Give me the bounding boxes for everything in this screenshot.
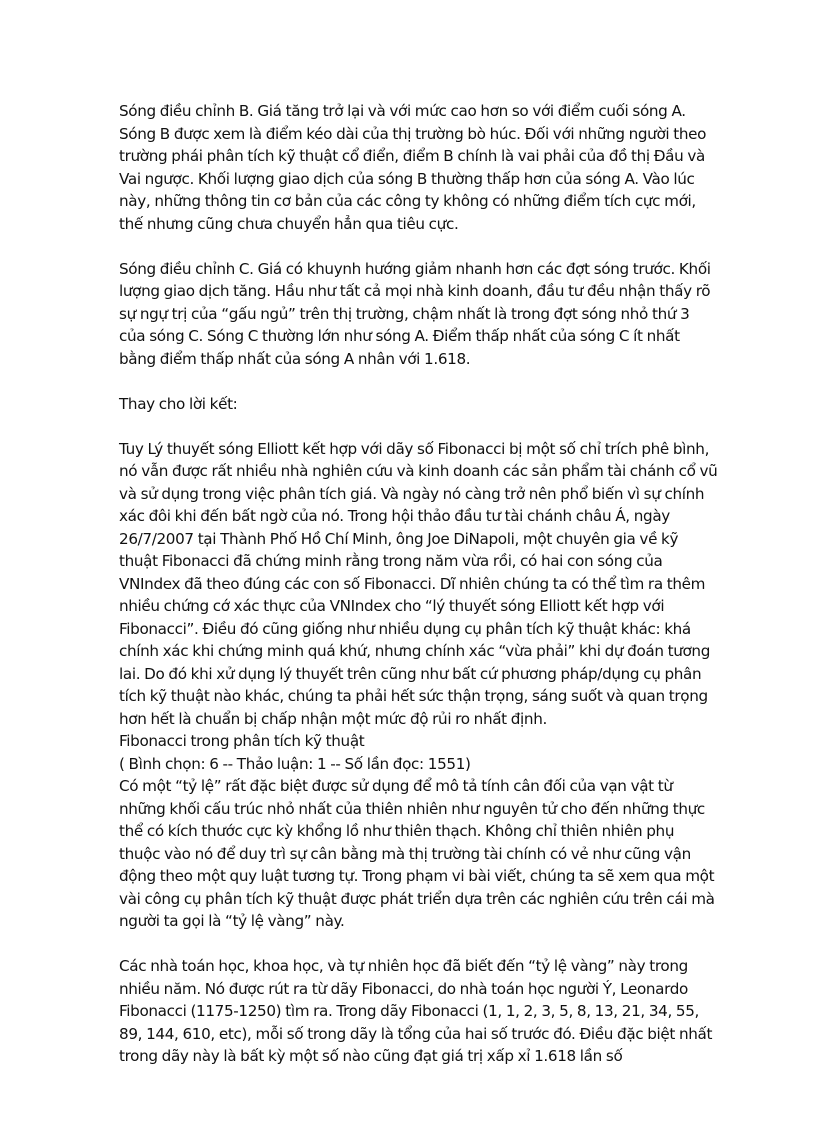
paragraph-gap [119,933,719,956]
paragraph-gap [119,235,719,258]
article-title: Fibonacci trong phân tích kỹ thuật [119,732,365,750]
conclusion-heading: Thay cho lời kết: [119,394,238,413]
paragraph-wave-b: Sóng điều chỉnh B. Giá tăng trở lại và với mức cao hơn so với điểm cuối sóng A. Sóng B được xem là điểm kéo dài của thị trường bò húc. Đối với những người theo trường phái phân tích kỹ thuật cổ điển, điểm B chính là vai phải của đồ thị Đầu và Vai ngược. Khối lượng giao dịch của sóng B thường thấp hơn của sóng A. Vào lúc này, những thông tin cơ bản của các công ty không có những điểm tích cực mới, thế nhưng cũng chưa chuyển hẳn qua tiêu cực. [119,102,707,233]
paragraph-golden-ratio-intro: Có một “tỷ lệ” rất đặc biệt được sử dụng để mô tả tính cân đối của vạn vật từ những khối cấu trúc nhỏ nhất của thiên nhiên như nguyên tử cho đến những thực thể có kích thước cực kỳ khổng lồ như thiên thạch. Không chỉ thiên nhiên phụ thuộc vào nó để duy trì sự cân bằng mà thị trường tài chính có vẻ như cũng vận động theo một quy luật tương tự. Trong phạm vi bài viết, chúng ta sẽ xem qua một vài công cụ phân tích kỹ thuật được phát triển dựa trên các nghiên cứu trên cái mà người ta gọi là “tỷ lệ vàng” này. [119,777,715,930]
paragraph-fibonacci-sequence: Các nhà toán học, khoa học, và tự nhiên học đã biết đến “tỷ lệ vàng” này trong nhiều năm. Nó được rút ra từ dãy Fibonacci, do nhà toán học người Ý, Leonardo Fibonacci (1175-1250) tìm ra. Trong dãy Fibonacci (1, 1, 2, 3, 5, 8, 13, 21, 34, 55, 89, 144, 610, etc), mỗi số trong dãy là tổng của hai số trước đó. Điều đặc biệt nhất trong dãy này là bất kỳ một số nào cũng đạt giá trị xấp xỉ 1.618 lần số [119,957,713,1065]
paragraph-wave-c: Sóng điều chỉnh C. Giá có khuynh hướng giảm nhanh hơn các đợt sóng trước. Khối lượng giao dịch tăng. Hầu như tất cả mọi nhà kinh doanh, đầu tư đều nhận thấy rõ sự ngự trị của “gấu ngủ” trên thị trường, chậm nhất là trong đợt sóng nhỏ thứ 3 của sóng C. Sóng C thường lớn như sóng A. Điểm thấp nhất của sóng C ít nhất bằng điểm thấp nhất của sóng A nhân với 1.618. [119,259,711,368]
paragraph-gap [119,415,719,438]
paragraph-gap [119,370,719,393]
paragraph-conclusion: Tuy Lý thuyết sóng Elliott kết hợp với dãy số Fibonacci bị một số chỉ trích phê bình, nó vẫn được rất nhiều nhà nghiên cứu và kinh doanh các sản phẩm tài chánh cổ vũ và sử dụng trong việc phân tích giá. Và ngày nó càng trở nên phổ biến vì sự chính xác đôi khi đến bất ngờ của nó. Trong hội thảo đầu tư tài chánh châu Á, ngày 26/7/2007 tại Thành Phố Hồ Chí Minh, ông Joe DiNapoli, một chuyên gia về kỹ thuật Fibonacci đã chứng minh rằng trong năm vừa rồi, có hai con sóng của VNIndex đã theo đúng các con số Fibonacci. Dĩ nhiên chúng ta có thể tìm ra thêm nhiều chứng cớ xác thực của VNIndex cho “lý thuyết sóng Elliott kết hợp với Fibonacci”. Điều đó cũng giống như nhiều dụng cụ phân tích kỹ thuật khác: khá chính xác khi chứng minh quá khứ, nhưng chính xác “vừa phải” khi dự đoán tương lai. Do đó khi xử dụng lý thuyết trên cũng như bất cứ phương pháp/dụng cụ phân tích kỹ thuật nào khác, chúng ta phải hết sức thận trọng, sáng suốt và quan trọng hơn hết là chuẩn bị chấp nhận một mức độ rủi ro nhất định. [119,439,718,728]
article-stats: ( Bình chọn: 6 -- Thảo luận: 1 -- Số lần đọc: 1551) [119,754,471,773]
document-page [119,100,719,1068]
